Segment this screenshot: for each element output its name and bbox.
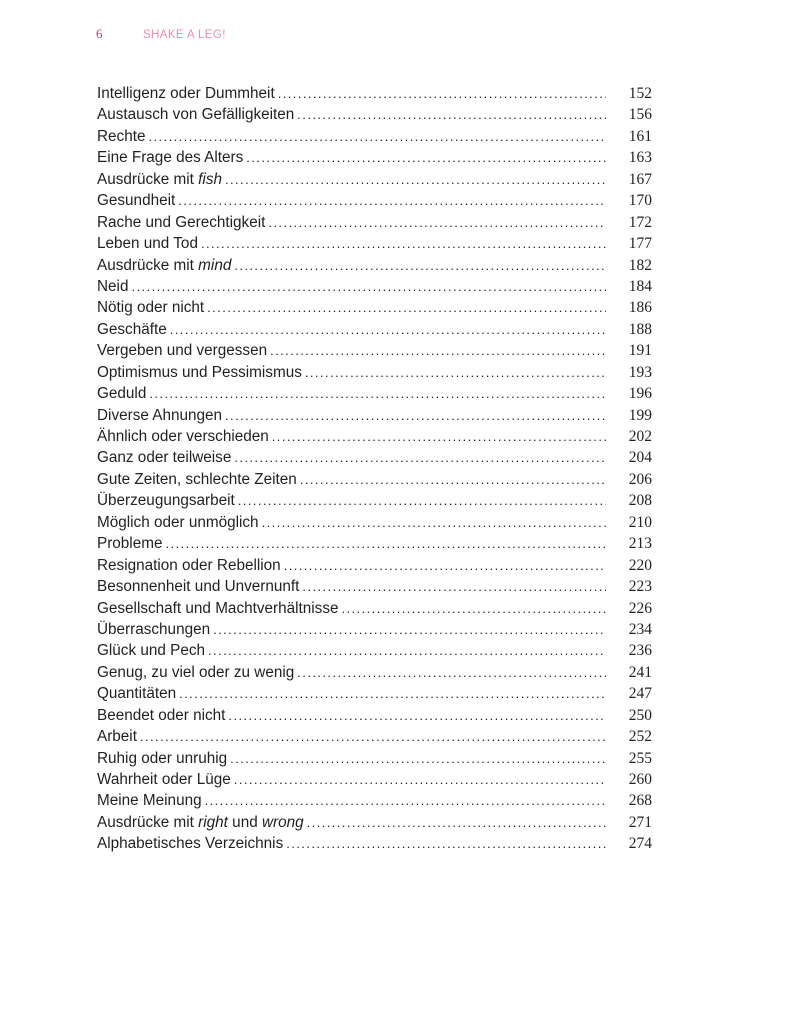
toc-title-segment: Beendet oder nicht [97,706,226,724]
toc-title-segment: Wahrheit oder Lüge [97,771,231,788]
toc-entry-title [97,297,204,318]
toc-entry [97,469,652,490]
toc-entry-page: 184 [628,277,652,295]
toc-entry-page: 208 [628,492,652,510]
dot-leader [230,748,606,769]
dot-leader [341,598,606,619]
toc-title-segment: Vergeben und vergessen [97,342,268,360]
toc-title-segment: Ausdrücke mit [97,813,199,831]
toc-entry-page: 268 [628,792,652,810]
toc-title-segment: Austausch von Gefälligkeiten [97,106,295,124]
toc-entry [97,83,652,104]
toc-entry-title [97,490,235,511]
dot-leader [148,126,606,147]
toc-entry [97,833,652,854]
toc-entry [97,555,652,576]
toc-entry [97,276,652,297]
toc-entry [97,319,652,340]
toc-entry-page: 182 [628,256,652,274]
dot-leader [179,683,606,704]
toc-title-segment: Resignation oder Rebellion [97,556,281,574]
toc-title-segment: Rechte [97,127,146,145]
toc-title-segment: right [198,813,228,831]
toc-entry-title [97,533,162,554]
toc-entry-title [97,469,297,490]
toc-entry-page: 206 [628,470,652,488]
dot-leader [268,212,606,233]
toc-title-segment: Möglich oder unmöglich [97,513,259,531]
toc-title-segment: wrong [261,813,304,831]
toc-title-segment: und [227,813,262,831]
running-title: SHAKE A LEG! [143,29,226,41]
toc-entry-page: 210 [628,513,652,531]
toc-title-segment: Ganz oder teilweise [97,449,232,467]
toc-title-segment: Eine Frage des Alters [97,149,244,167]
toc-entry-page: 161 [628,127,652,145]
dot-leader [131,276,606,297]
dot-leader [305,362,606,383]
toc-entry [97,512,652,533]
dot-leader [178,190,606,211]
toc-entry [97,812,652,833]
toc-entry-title [97,340,267,361]
toc-title-segment: Meine Meinung [97,792,202,810]
toc-entry [97,447,652,468]
toc-entry-title [97,555,281,576]
toc-entry-title [97,169,222,190]
toc-title-segment: Rache und Gerechtigkeit [97,213,266,231]
toc-entry [97,212,652,233]
toc-entry [97,362,652,383]
dot-leader [201,233,606,254]
dot-leader [272,426,606,447]
toc-entry-title [97,576,299,597]
dot-leader [297,662,606,683]
toc-entry [97,790,652,811]
toc-entry [97,533,652,554]
toc-title-segment: Neid [97,277,129,295]
dot-leader [262,512,606,533]
toc-title-segment: Arbeit [97,728,137,746]
toc-entry-page: 223 [628,578,652,596]
toc-entry-title [97,276,128,297]
toc-entry-title [97,405,222,426]
toc-title-segment: Quantitäten [97,685,177,703]
dot-leader [238,490,606,511]
toc-entry-page: 167 [628,170,652,188]
toc-title-segment: Leben und Tod [97,235,198,253]
toc-entry-page: 260 [628,771,652,788]
toc-title-segment: Optimismus und Pessimismus [97,363,302,381]
toc-entry-title [97,212,265,233]
toc-entry-title [97,748,227,769]
toc-entry-title [97,147,243,168]
toc-entry-page: 226 [628,599,652,617]
toc-entry-page: 177 [628,235,652,253]
toc-title-segment: Ausdrücke mit [97,256,199,274]
toc-entry-page: 250 [628,706,652,724]
toc-entry [97,576,652,597]
toc-entry-page: 156 [628,106,652,124]
toc-entry-title [97,104,294,125]
toc-entry [97,683,652,704]
dot-leader [234,447,606,468]
toc-title-segment: Ähnlich oder verschieden [97,428,269,445]
toc-title-segment: Geduld [97,385,147,403]
toc-title-segment: Diverse Ahnungen [97,406,223,424]
toc-entry [97,598,652,619]
toc-entry-page: 188 [628,320,652,338]
toc-entry-page: 170 [628,192,652,210]
toc-entry-page: 271 [628,813,652,831]
toc-entry-title [97,812,304,833]
toc-title-segment: Überraschungen [97,620,211,638]
toc-entry [97,748,652,769]
toc-entry [97,769,652,790]
dot-leader [286,833,606,854]
toc-entry-page: 186 [628,299,652,317]
dot-leader [234,769,606,790]
toc-entry-title [97,233,198,254]
dot-leader [165,533,606,554]
toc-entry-page: 202 [628,428,652,445]
toc-entry-page: 193 [628,363,652,381]
toc-title-segment: fish [198,170,222,188]
toc-entry [97,383,652,404]
toc-title-segment: Nötig oder nicht [97,299,205,317]
toc-entry-title [97,426,269,447]
toc-entry-title [97,790,202,811]
toc-entry-page: 220 [628,556,652,574]
toc-entry-page: 199 [628,406,652,424]
toc-entry-title [97,726,137,747]
toc-entry [97,190,652,211]
toc-entry-page: 247 [628,685,652,703]
dot-leader [205,790,606,811]
toc-entry-page: 196 [628,385,652,403]
toc-entry [97,619,652,640]
toc-entry-title [97,319,167,340]
dot-leader [140,726,606,747]
dot-leader [297,104,606,125]
toc-entry-title [97,362,302,383]
toc-entry [97,705,652,726]
toc-title-segment: Ausdrücke mit [97,170,199,188]
dot-leader [302,576,606,597]
dot-leader [300,469,606,490]
toc-entry [97,169,652,190]
toc-entry [97,255,652,276]
toc-title-segment: Gute Zeiten, schlechte Zeiten [97,470,297,488]
toc-entry [97,104,652,125]
toc-title-segment: Gesundheit [97,192,176,210]
toc-entry-page: 255 [628,749,652,767]
toc-entry-page: 204 [628,449,652,467]
toc-entry [97,662,652,683]
dot-leader [208,640,606,661]
dot-leader [307,812,606,833]
dot-leader [270,340,606,361]
toc-title-segment: Glück und Pech [97,642,205,660]
toc-entry [97,126,652,147]
dot-leader [213,619,606,640]
toc-title-segment: mind [198,256,232,274]
toc-entry [97,297,652,318]
dot-leader [170,319,606,340]
toc-title-segment: Genug, zu viel oder zu wenig [97,663,295,681]
page-number: 6 [96,26,103,41]
toc-entry [97,233,652,254]
toc-entry-page: 172 [628,213,652,231]
toc-entry-title [97,383,146,404]
dot-leader [284,555,606,576]
dot-leader [225,169,606,190]
toc-entry-title [97,683,176,704]
toc-entry-title [97,255,231,276]
toc-entry-page: 234 [628,620,652,638]
toc-entry-title [97,83,275,104]
toc-title-segment: Geschäfte [97,320,167,338]
toc-entry [97,490,652,511]
toc-entry-page: 236 [628,642,652,660]
toc-entry [97,640,652,661]
toc-entry-page: 274 [628,835,652,853]
toc-entry-title [97,126,145,147]
toc-entry-page: 163 [628,149,652,167]
dot-leader [234,255,606,276]
toc-entry [97,426,652,447]
dot-leader [207,297,606,318]
running-header [96,26,226,44]
toc-entry-title [97,662,294,683]
toc-title-segment: Gesellschaft und Machtverhältnisse [97,599,339,617]
toc-entry [97,147,652,168]
toc-entry [97,340,652,361]
toc-title-segment: Probleme [97,535,163,553]
toc-entry-title [97,598,338,619]
toc-title-segment: Ruhig oder unruhig [97,749,228,767]
toc-entry [97,405,652,426]
toc-entry-page: 213 [628,535,652,553]
toc-entry-page: 241 [628,663,652,681]
toc-entry-page: 152 [628,85,652,102]
dot-leader [246,147,606,168]
toc-entry-title [97,619,210,640]
toc-entry-title [97,512,259,533]
toc-entry-page: 252 [628,728,652,746]
toc-entry-title [97,447,231,468]
toc-title-segment: Alphabetisches Verzeichnis [97,835,284,853]
toc-title-segment: Besonnenheit und Unvernunft [97,578,300,596]
toc-entry-page: 191 [628,342,652,360]
dot-leader [149,383,606,404]
toc-entry-title [97,833,283,854]
dot-leader [278,83,606,104]
toc-title-segment: Intelligenz oder Dummheit [97,85,275,102]
toc-entry [97,726,652,747]
toc-entry-title [97,190,175,211]
toc-entry-title [97,640,205,661]
toc-title-segment: Überzeugungsarbeit [97,492,235,510]
dot-leader [225,405,606,426]
toc-entry-title [97,705,225,726]
dot-leader [228,705,606,726]
toc-entry-title [97,769,231,790]
table-of-contents [97,83,652,855]
